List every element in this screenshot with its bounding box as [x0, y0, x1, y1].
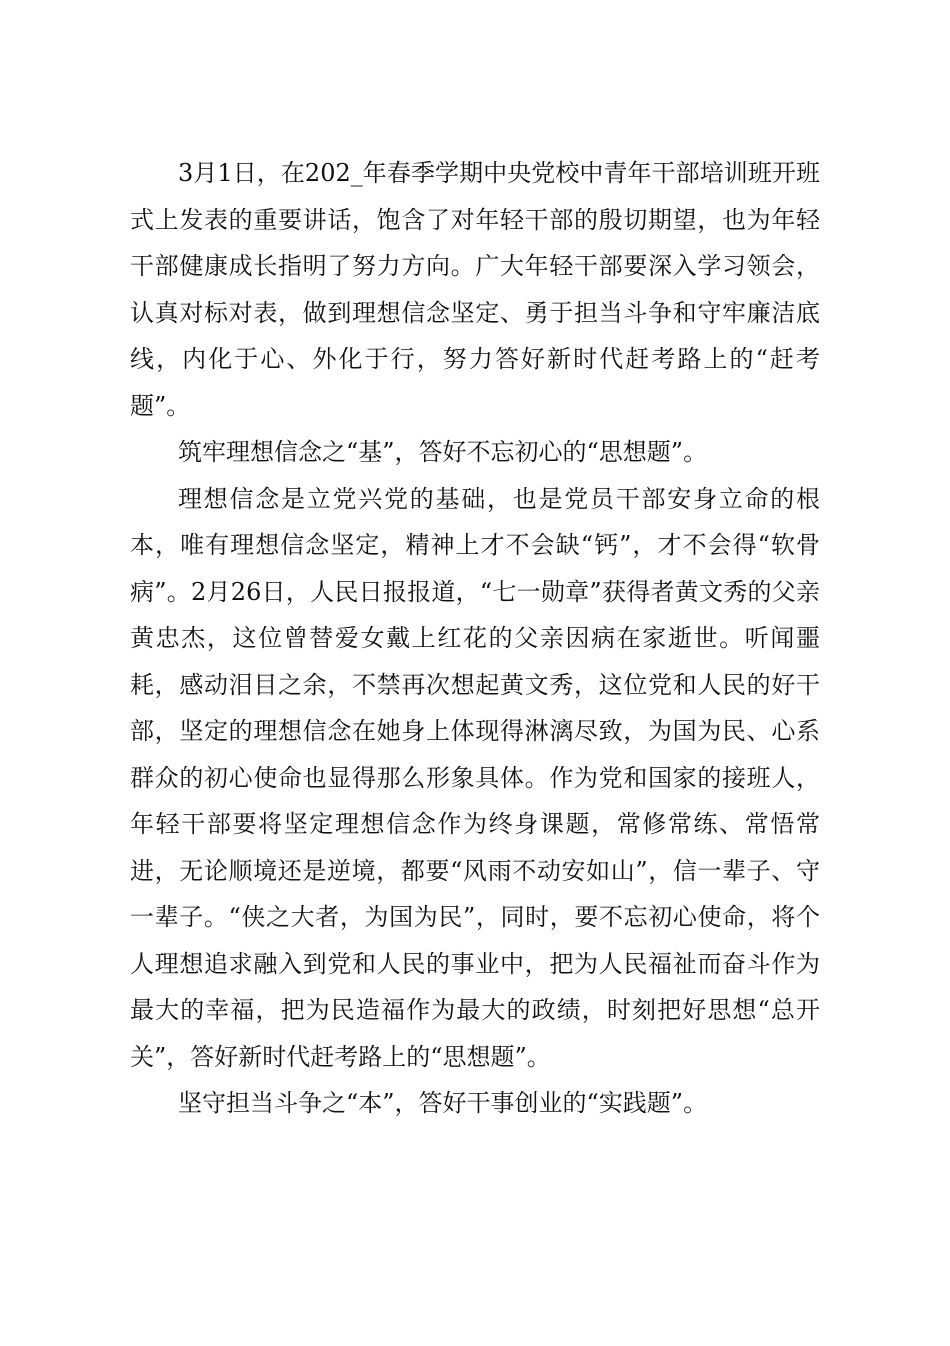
- ideals-paragraph: 理想信念是立党兴党的基础，也是党员干部安身立命的根本，唯有理想信念坚定，精神上才不会缺“钙”，才不会得“软骨病”。2月26日，人民日报报道，“七一勋章”获得者黄文秀的父亲黄忠杰，这位曾替爱女戴上红花的父亲因病在家逝世。听闻噩耗，感动泪目之余，不禁再次想起黄文秀，这位党和人民的好干部，坚定的理想信念在她身上体现得淋漓尽致，为国为民、心系群众的初心使命也显得那么形象具体。作为党和国家的接班人，年轻干部要将坚定理想信念作为终身课题，常修常练、常悟常进，无论顺境还是逆境，都要“风雨不动安如山”，信一辈子、守一辈子。“侠之大者，为国为民”，同时，要不忘初心使命，将个人理想追求融入到党和人民的事业中，把为人民福祉而奋斗作为最大的幸福，把为民造福作为最大的政绩，时刻把好思想“总开关”，答好新时代赶考路上的“思想题”。: [130, 484, 820, 1071]
- document-body: [130, 150, 820, 1127]
- intro-paragraph: 3月1日，在202_年春季学期中央党校中青年干部培训班开班式上发表的重要讲话，饱含了对年轻干部的殷切期望，也为年轻干部健康成长指明了努力方向。广大年轻干部要深入学习领会，认真对标对表，做到理想信念坚定、勇于担当斗争和守牢廉洁底线，内化于心、外化于行，努力答好新时代赶考路上的“赶考题”。: [130, 159, 820, 420]
- section-heading-ideals: 筑牢理想信念之“基”，答好不忘初心的“思想题”。: [178, 438, 708, 466]
- section-heading-practice: 坚守担当斗争之“本”，答好干事创业的“实践题”。: [178, 1089, 708, 1117]
